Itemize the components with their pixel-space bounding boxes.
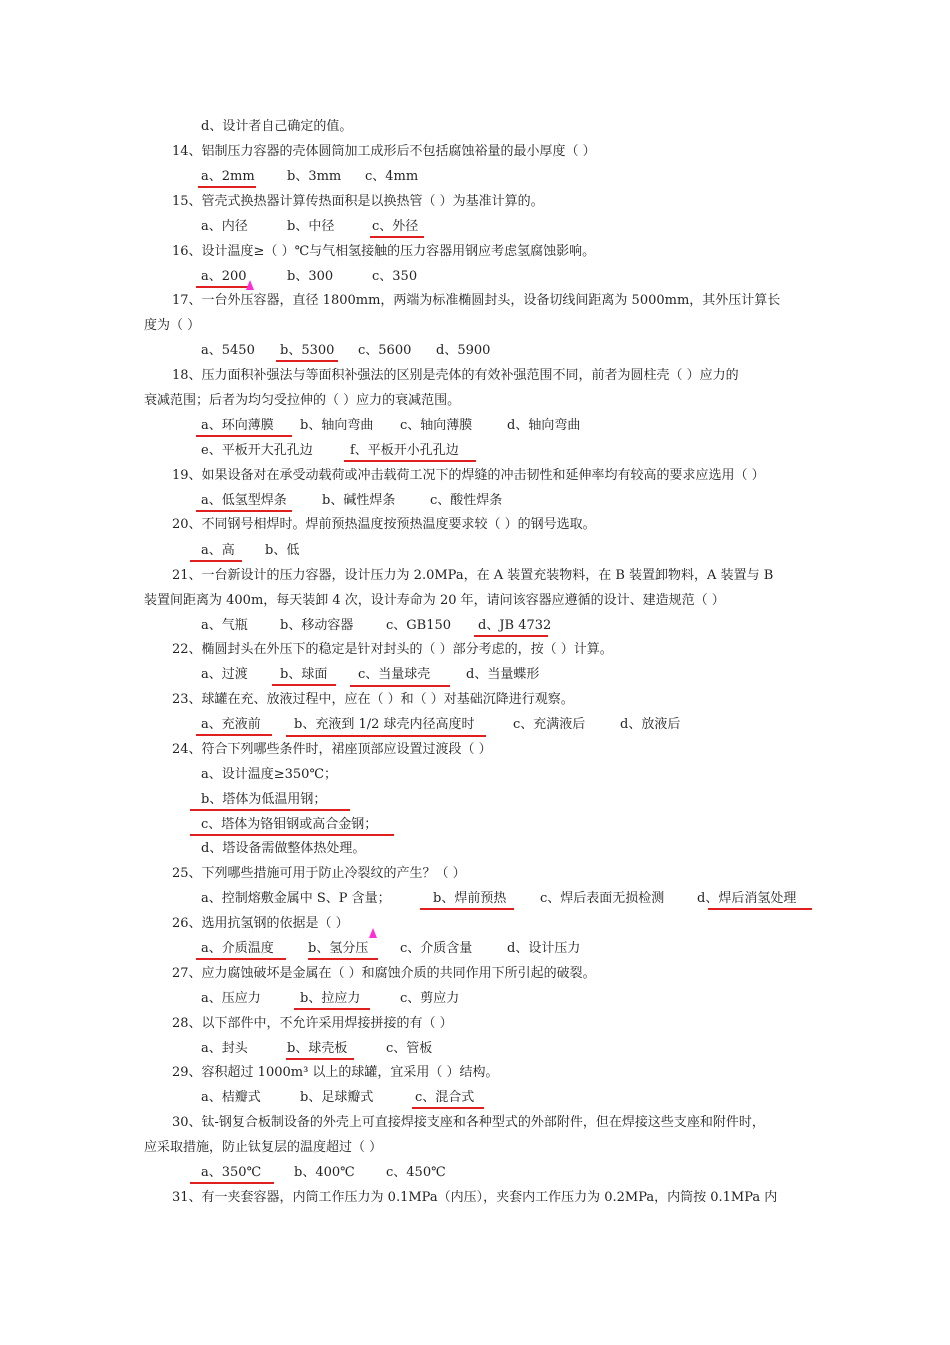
question-19: 19、如果设备对在承受动载荷或冲击载荷工况下的焊缝的冲击韧性和延伸率均有较高的要求应选用（ ） [172,468,765,483]
question-24: 24、符合下列哪些条件时，裙座顶部应设置过渡段（ ） [172,742,492,757]
answer-underline [190,560,242,562]
answer-underline [474,635,548,637]
option: a、2mm [201,169,255,184]
answer-underline [294,1008,370,1010]
option: b、足球瓣式 [300,1090,374,1105]
option: c、350 [372,269,418,284]
option: c、当量球壳 [358,667,431,682]
question-22: 22、椭圆封头在外压下的稳定是针对封头的（ ）部分考虑的，按（ ）计算。 [172,642,613,657]
option: b、400℃ [294,1165,355,1180]
question-30: 30、钛-钢复合板制设备的外壳上可直接焊接支座和各种型式的外部附件，但在焊接这些支座和附件时， [172,1115,765,1130]
option: d、5900 [436,343,491,358]
question-14: 14、铝制压力容器的壳体圆筒加工成形后不包括腐蚀裕量的最小厚度（ ） [172,144,596,159]
option: b、300 [287,269,334,284]
answer-underline [286,1058,354,1060]
option: b、拉应力 [300,991,361,1006]
option: c、轴向薄膜 [400,418,473,433]
option: c、5600 [358,343,412,358]
question-18-cont: 衰减范围；后者为均匀受拉伸的（ ）应力的衰减范围。 [144,393,461,408]
question-16: 16、设计温度≥（ ）℃与气相氢接触的压力容器用钢应考虑氢腐蚀影响。 [172,244,596,259]
question-18: 18、压力面积补强法与等面积补强法的区别是壳体的有效补强范围不同，前者为圆柱壳（ ）应力的 [172,368,739,383]
option: a、桔瓣式 [201,1090,261,1105]
question-15: 15、管壳式换热器计算传热面积是以换热管（ ）为基准计算的。 [172,194,544,209]
answer-underline [350,685,450,687]
option: a、介质温度 [201,941,274,956]
answer-underline [190,834,394,836]
option: a、过渡 [201,667,248,682]
option: a、设计温度≥350℃； [201,767,337,782]
option: c、充满液后 [513,717,586,732]
option: d、放液后 [620,717,681,732]
question-21: 21、一台新设计的压力容器，设计压力为 2.0MPa，在 A 装置充装物料，在 B 装置卸物料，A 装置与 B [172,568,774,583]
option: a、350℃ [201,1165,262,1180]
option: b、移动容器 [280,618,354,633]
option: a、充液前 [201,717,261,732]
option: b、低 [265,543,300,558]
option: a、压应力 [201,991,261,1006]
answer-underline [196,734,272,736]
option: a、气瓶 [201,618,248,633]
question-25: 25、下列哪些措施可用于防止冷裂纹的产生？（ ） [172,866,466,881]
answer-underline [272,684,336,686]
option: c、混合式 [415,1090,475,1105]
option: b、碱性焊条 [322,493,396,508]
answer-underline [196,435,292,437]
option: c、剪应力 [400,991,460,1006]
answer-underline [344,460,476,462]
option: b、塔体为低温用钢； [201,792,327,807]
question-27: 27、应力腐蚀破坏是金属在（ ）和腐蚀介质的共同作用下所引起的破裂。 [172,966,596,981]
option: b、中径 [287,219,335,234]
option: c、外径 [372,219,419,234]
question-30-cont: 应采取措施，防止钛复层的温度超过（ ） [144,1140,383,1155]
option: b、焊前预热 [433,891,507,906]
question-17-cont: 度为（ ） [144,318,201,333]
question-28: 28、以下部件中，不允许采用焊接拼接的有（ ） [172,1016,453,1031]
answer-underline [190,809,350,811]
answer-underline [286,735,486,737]
question-20: 20、不同钢号相焊时。焊前预热温度按预热温度要求较（ ）的钢号选取。 [172,517,596,532]
answer-underline [276,360,338,362]
option: b、轴向弯曲 [300,418,374,433]
question-21-cont: 装置间距离为 400m，每天装卸 4 次，设计寿命为 20 年，请问该容器应遵循的设计、建造规范（ ） [144,593,725,608]
option: c、塔体为铬钼钢或高合金钢； [201,817,378,832]
option: b、5300 [280,343,335,358]
option: a、封头 [201,1041,248,1056]
text-line: d、设计者自己确定的值。 [201,119,353,134]
option: a、内径 [201,219,248,234]
option: b、球面 [280,667,328,682]
option: a、低氢型焊条 [201,493,287,508]
option: f、平板开小孔孔边 [350,443,459,458]
option: c、酸性焊条 [430,493,503,508]
question-29: 29、容积超过 1000m³ 以上的球罐，宜采用（ ）结构。 [172,1065,499,1080]
option: c、450℃ [386,1165,446,1180]
option: d、JB 4732 [478,618,552,633]
option: d、设计压力 [507,941,581,956]
option: b、球壳板 [287,1041,348,1056]
question-31: 31、有一夹套容器，内筒工作压力为 0.1MPa（内压），夹套内工作压力为 0.2MPa，内筒按 0.1MPa 内 [172,1190,778,1205]
answer-underline [412,1107,484,1109]
answer-underline [308,958,378,960]
option: c、GB150 [386,618,452,633]
answer-underline [196,958,286,960]
option: c、介质含量 [400,941,473,956]
option: a、高 [201,543,235,558]
question-23: 23、球罐在充、放液过程中，应在（ ）和（ ）对基础沉降进行观察。 [172,692,574,707]
answer-underline [420,908,514,910]
option: d、轴向弯曲 [507,418,581,433]
option: d、焊后消氢处理 [697,891,797,906]
option: c、焊后表面无损检测 [540,891,665,906]
option: c、管板 [386,1041,433,1056]
caret-mark-icon [369,928,377,938]
answer-underline [198,186,256,188]
caret-mark-icon [246,280,254,290]
answer-underline [196,286,252,288]
option: e、平板开大孔孔边 [201,443,313,458]
question-17: 17、一台外压容器，直径 1800mm，两端为标准椭圆封头，设备切线间距离为 5000mm，其外压计算长 [172,293,781,308]
option: b、充液到 1/2 球壳内径高度时 [294,717,475,732]
answer-underline [708,908,812,910]
answer-underline [196,510,292,512]
option: a、5450 [201,343,255,358]
answer-underline [370,236,424,238]
answer-underline [190,1182,274,1184]
option: a、控制熔敷金属中 S、P 含量； [201,891,391,906]
option: a、200 [201,269,247,284]
question-26: 26、选用抗氢钢的依据是（ ） [172,916,349,931]
option: b、3mm [287,169,342,184]
option: b、氢分压 [308,941,369,956]
option: d、塔设备需做整体热处理。 [201,841,366,856]
option: c、4mm [365,169,419,184]
option: d、当量蝶形 [466,667,540,682]
option: a、环向薄膜 [201,418,274,433]
